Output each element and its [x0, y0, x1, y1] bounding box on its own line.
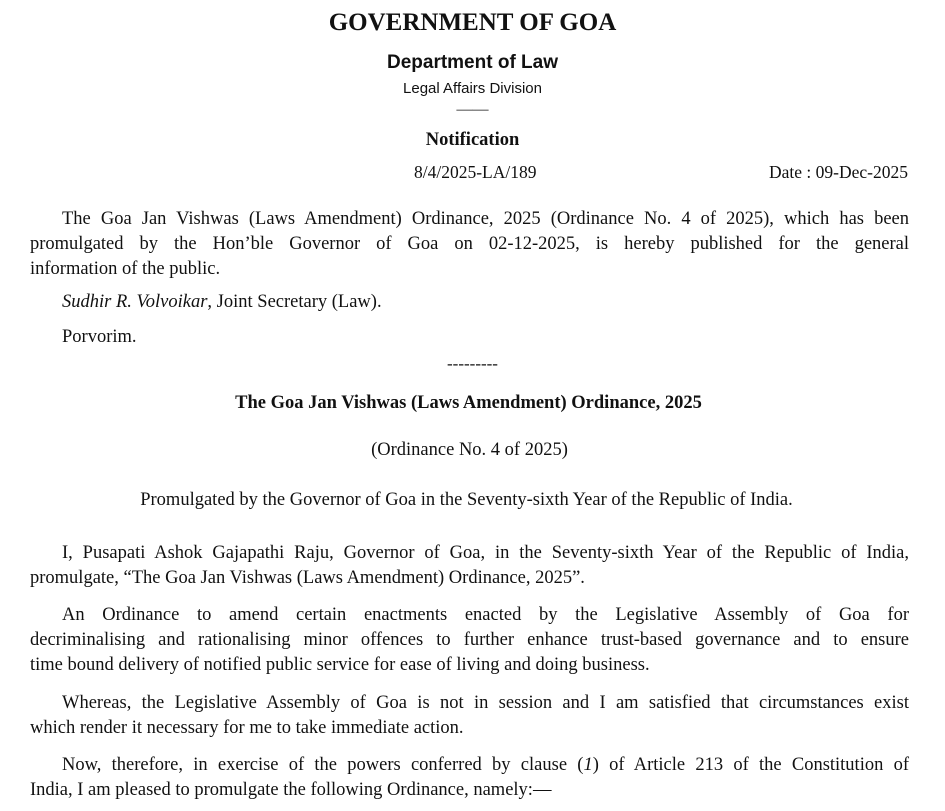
para4-line-2: India, I am pleased to promulgate the following Ordinance, namely:—: [30, 780, 552, 800]
section-divider: ---------: [447, 354, 498, 373]
signatory-name: Sudhir R. Volvoikar: [62, 292, 208, 312]
header-separator: ——: [456, 101, 489, 118]
notification-label: Notification: [425, 130, 520, 150]
division-name: Legal Affairs Division: [403, 80, 542, 97]
ordinance-number: (Ordinance No. 4 of 2025): [371, 440, 568, 460]
para3-line-1: Whereas, the Legislative Assembly of Goa is not in session and I am satisfied that circumstances exist: [62, 693, 909, 713]
department-name: Department of Law: [386, 52, 559, 73]
para2-line-3: time bound delivery of notified public service for ease of living and doing business.: [30, 655, 650, 675]
government-title: GOVERNMENT OF GOA: [328, 9, 617, 36]
notice-line-2: promulgated by the Hon’ble Governor of Goa on 02-12-2025, is hereby published for the general: [30, 234, 909, 254]
para1-line-2: promulgate, “The Goa Jan Vishwas (Laws Amendment) Ordinance, 2025”.: [30, 568, 585, 588]
signatory: [62, 290, 382, 314]
para4-text-a: Now, therefore, in exercise of the powers conferred by clause (: [62, 755, 584, 775]
para4-text-b: ) of Article 213 of the Constitution of: [592, 755, 909, 775]
notification-date: Date : 09-Dec-2025: [769, 162, 908, 182]
para2-line-1: An Ordinance to amend certain enactments enacted by the Legislative Assembly of Goa for: [62, 605, 909, 625]
notice-line-1: The Goa Jan Vishwas (Laws Amendment) Ordinance, 2025 (Ordinance No. 4 of 2025), which has been: [62, 209, 909, 229]
notice-line-3: information of the public.: [30, 259, 221, 279]
clause-number: 1: [583, 755, 593, 775]
para4-line-1: [62, 753, 909, 777]
promulgation-line: Promulgated by the Governor of Goa in the Seventy-sixth Year of the Republic of India.: [140, 490, 793, 510]
signatory-title: , Joint Secretary (Law).: [207, 292, 382, 312]
para2-line-2: decriminalising and rationalising minor offences to further enhance trust-based governance and to ensure: [30, 630, 909, 650]
para1-line-1: I, Pusapati Ashok Gajapathi Raju, Governor of Goa, in the Seventy-sixth Year of the Republic of India,: [62, 543, 909, 563]
para3-line-2: which render it necessary for me to take immediate action.: [30, 718, 464, 738]
ordinance-title: The Goa Jan Vishwas (Laws Amendment) Ordinance, 2025: [235, 393, 702, 413]
notification-number: 8/4/2025-LA/189: [414, 162, 537, 182]
place: Porvorim.: [62, 327, 137, 347]
